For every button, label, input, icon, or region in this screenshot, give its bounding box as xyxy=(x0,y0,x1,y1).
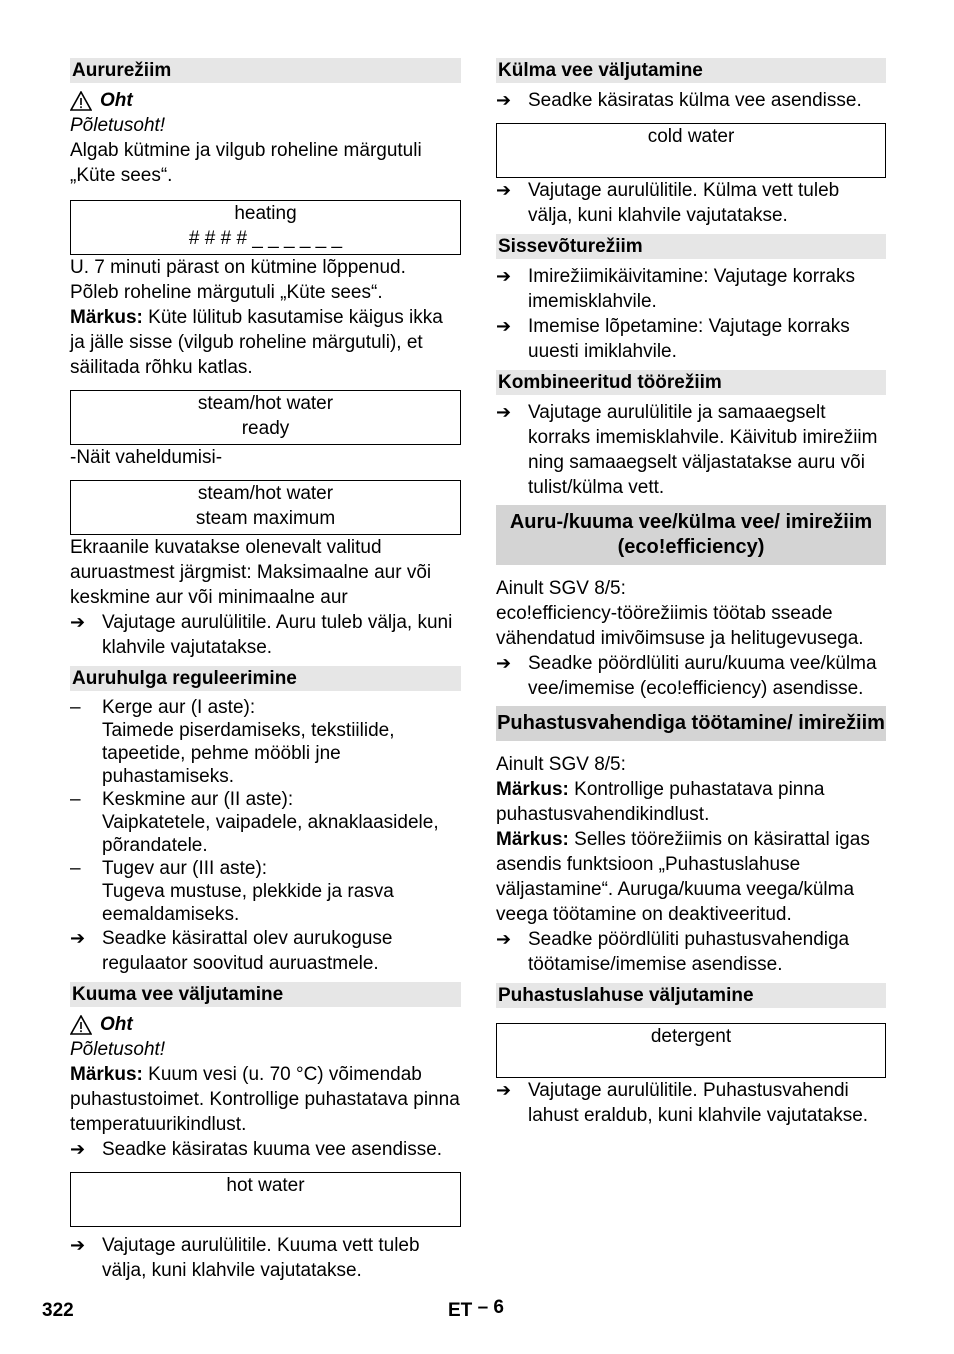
instruction: ➔ Seadke pöördlüliti auru/kuuma vee/külma vee/imemise (eco!efficiency) asendisse. xyxy=(496,653,877,699)
heading-steam-amount: Auruhulga reguleerimine xyxy=(70,666,461,691)
display-cold-water: cold water xyxy=(496,123,886,178)
list-item: – Keskmine aur (II aste): Vaipkatetele, vaipadele, aknaklaasidele, põrandatele. xyxy=(70,789,439,856)
instruction: ➔ Seadke käsiratas külma vee asendisse. xyxy=(496,90,862,111)
arrow-right-icon: ➔ xyxy=(496,653,512,673)
instruction: ➔ Vajutage aurulülitile. Puhastusvahendi lahust eraldub, kuni klahvile vajutatakse. xyxy=(496,1080,869,1126)
warning-triangle-icon xyxy=(70,1015,92,1035)
instruction: ➔ Vajutage aurulülitile. Kuuma vett tuleb välja, kuni klahvile vajutatakse. xyxy=(70,1235,420,1281)
display-ready: steam/hot water ready xyxy=(70,390,461,445)
heading-cold-water: Külma vee väljutamine xyxy=(496,58,886,83)
arrow-right-icon: ➔ xyxy=(496,266,512,286)
instruction: ➔ Imemise lõpetamine: Vajutage korraks uuesti imiklahvile. xyxy=(496,316,850,362)
display-hot-water: hot water xyxy=(70,1172,461,1227)
note: Märkus: Selles töörežiimis on käsirattal igas asendis funktsioon „Puhastuslahuse väljastamine“. Auruga/kuuma veega/külma veega töötamine on deaktiveeritud. xyxy=(496,829,870,925)
note: Märkus: Küte lülitub kasutamise käigus ikka ja jälle sisse (vilgub roheline märgutuli), et säilitada rõhku katlas. xyxy=(70,307,443,378)
display-detergent: detergent xyxy=(496,1023,886,1078)
heading-steam-mode: Aururežiim xyxy=(70,58,461,83)
arrow-right-icon: ➔ xyxy=(496,929,512,949)
heading-suction-mode: Sissevõturežiim xyxy=(496,234,886,259)
paragraph: Ainult SGV 8/5: xyxy=(496,754,626,775)
arrow-right-icon: ➔ xyxy=(70,1235,86,1255)
heading-detergent-mode: Puhastusvahendiga töötamine/ imirežiim xyxy=(496,706,886,741)
paragraph: U. 7 minuti pärast on kütmine lõppenud. xyxy=(70,257,406,278)
display-heating: heating # # # # _ _ _ _ _ _ xyxy=(70,200,461,255)
instruction: ➔ Imirežiimikäivitamine: Vajutage korraks imemisklahvile. xyxy=(496,266,855,312)
instruction: ➔ Vajutage aurulülitile ja samaaegselt korraks imemisklahvile. Käivitub imirežiim ning samaaegselt väljastatakse auru või tulist/külma vett. xyxy=(496,402,878,498)
paragraph: Algab kütmine ja vilgub roheline märgutuli „Küte sees“. xyxy=(70,140,422,186)
arrow-right-icon: ➔ xyxy=(496,90,512,110)
list-item: – Kerge aur (I aste): Taimede piserdamiseks, tekstiilide, tapeetide, pehme mööbli jne puhastamiseks. xyxy=(70,697,395,787)
display-steam-maximum: steam/hot water steam maximum xyxy=(70,480,461,535)
warning-label: Oht xyxy=(100,90,133,111)
arrow-right-icon: ➔ xyxy=(496,402,512,422)
paragraph: -Näit vaheldumisi- xyxy=(70,447,223,468)
arrow-right-icon: ➔ xyxy=(70,612,86,632)
paragraph: Põleb roheline märgutuli „Küte sees“. xyxy=(70,282,383,303)
warning-label: Oht xyxy=(100,1014,133,1035)
instruction: ➔ Vajutage aurulülitile. Külma vett tuleb välja, kuni klahvile vajutatakse. xyxy=(496,180,840,226)
instruction: ➔ Seadke pöördlüliti puhastusvahendiga töötamise/imemise asendisse. xyxy=(496,929,850,975)
warning-line xyxy=(70,88,461,113)
heading-hot-water: Kuuma vee väljutamine xyxy=(70,982,461,1007)
arrow-right-icon: ➔ xyxy=(496,180,512,200)
burn-hazard: Põletusoht! xyxy=(70,1039,166,1060)
instruction: ➔ Seadke käsirattal olev aurukoguse regulaator soovitud auruastmele. xyxy=(70,928,393,974)
burn-hazard: Põletusoht! xyxy=(70,115,166,136)
list-item: – Tugev aur (III aste): Tugeva mustuse, plekkide ja rasva eemaldamiseks. xyxy=(70,858,394,925)
heading-eco-efficiency: Auru-/kuuma vee/külma vee/ imirežiim (eco!efficiency) xyxy=(496,505,886,565)
arrow-right-icon: ➔ xyxy=(496,316,512,336)
arrow-right-icon: ➔ xyxy=(496,1080,512,1100)
paragraph: eco!efficiency-töörežiimis töötab sseade vähendatud imivõimsuse ja helitugevusega. xyxy=(496,603,864,649)
note: Märkus: Kontrollige puhastatava pinna puhastusvahendikindlust. xyxy=(496,779,825,825)
footer-language: ET – 6 xyxy=(448,1297,504,1321)
arrow-right-icon: ➔ xyxy=(70,928,86,948)
paragraph: Ainult SGV 8/5: xyxy=(496,578,626,599)
arrow-right-icon: ➔ xyxy=(70,1139,86,1159)
left-column xyxy=(70,58,461,1283)
heading-detergent-output: Puhastuslahuse väljutamine xyxy=(496,983,886,1008)
note: Märkus: Kuum vesi (u. 70 °C) võimendab puhastustoimet. Kontrollige puhastatava pinna temperatuurikindlust. xyxy=(70,1064,460,1135)
paragraph: Ekraanile kuvatakse olenevalt valitud auruastmest järgmist: Maksimaalne aur või keskmine aur või minimaalne aur xyxy=(70,537,432,608)
page-number: 322 xyxy=(42,1300,74,1321)
heading-combined-mode: Kombineeritud töörežiim xyxy=(496,370,886,395)
instruction: ➔ Vajutage aurulülitile. Auru tuleb välja, kuni klahvile vajutatakse. xyxy=(70,612,453,658)
right-column xyxy=(496,58,886,1128)
warning-line xyxy=(70,1012,461,1037)
warning-triangle-icon xyxy=(70,91,92,111)
instruction: ➔ Seadke käsiratas kuuma vee asendisse. xyxy=(70,1139,443,1160)
